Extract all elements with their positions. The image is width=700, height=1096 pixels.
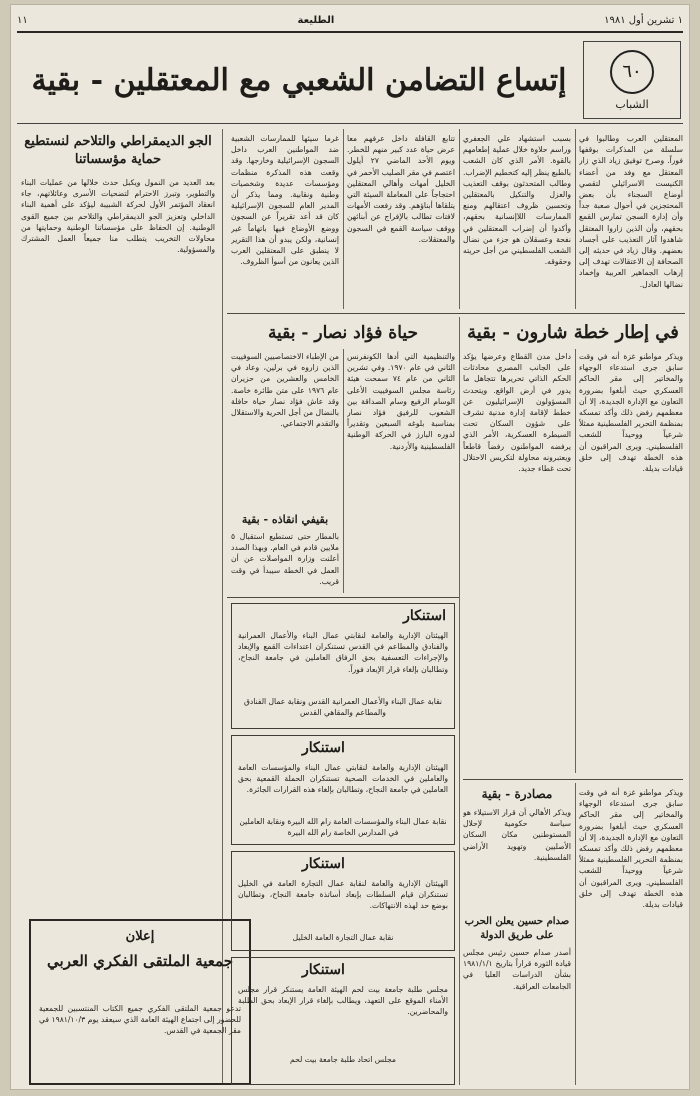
main-headline: إتساع التضامن الشعبي مع المعتقلين - بقية (31, 63, 567, 98)
condemnation-box-2 (231, 735, 455, 845)
ad-organization: جمعية الملتقى الفكري العربي (47, 952, 233, 970)
rescue-sub-title: بقيفي انقاذه - بقية (241, 513, 329, 526)
saddam-story-text: أصدر صدام حسين رئيس مجلس قيادة الثورة قراراً بتاريخ ١٩٨١/١/١ بشأن الدراسات العليا في الجامعات العراقية. (463, 948, 571, 991)
condemnation-title: استنكار (302, 856, 345, 872)
main-story-col-4: غرما سيئها للممارسات الشعبية ضد المواطنين العرب داخل السجون الإسرائيلية وخارجها. وقد وقعت هذه المذكرة منظمات ومؤسسات عديدة وشخصيات وطنية ونقابية. ومما يذكر أن المدير العام للسجون الإسرائيلية كان قد أعد تقريراً عن السجون ووضع الأوضاع فيها باتهاماً غير إنسانية، ولكن يبدو أن هذا التقرير لا ينطبق على المعتقلين العرب الذين يعانون من أسوأ الظروف. (231, 134, 339, 267)
column-rule (575, 129, 576, 309)
main-story-col-2: بسبب استشهاد علي الجعفري وراسم حلاوة خلال عملية إطعامهم بالقوة. الأمر الذي كان الشعب بالطبع ينظر إليه كتحطيم الإضراب. وطالب المتحدثون بوقف التعذيب والعزل والتنكيل بالمعتقلين وتحسين ظروف اعتقالهم ومنع الممارسات اللاإنسانية بحقهم، وأكدوا أن إضراب المعتقلين في نفحة وعسقلان هو جزء من نضال الشعب الفلسطيني من أجل حريته وحقوقه. (463, 134, 571, 267)
column-rule (459, 317, 460, 1085)
condemnation-signature: نقابة عمال التجارة العامة الخليل (292, 933, 394, 942)
condemnation-text: الهيئتان الإدارية والعامة لنقابتي عمال البناء والمؤسسات العامة والعاملين في الخدمات الصحية تستنكران الحملة القمعية بحق العاملين في جامعة النجاح، وتطالبان بإلغاء هذه القرارات الجائرة. (238, 763, 448, 795)
sharon-story-col-1: داخل مدن القطاع وعرضها يؤكد على الجانب المصري محادثات الحكم الذاتي تحريرها تتجاهل ما يدور في أرض الواقع. ويتحدث المسؤولون الإسرائيليون عن خطط لإقامة إدارة مدنية تشرف على شؤون السكان تحت السيطرة العسكرية، الأمر الذي يرفضه المواطنون رفضاً قاطعاً ويعتبرونه محاولة لتكريس الاحتلال تحت غطاء جديد. (463, 352, 571, 474)
condemnation-text: الهيئتان الإدارية والعامة لنقابتي عمال البناء والأعمال العمرانية والفنادق والمطاعم في القدس تستنكران اعتداءات القمع والإبعاد والإجراءات التعسفية بحق الرفاق العاملين في جامعة النجاح، وتطالبان بإلغاء قرار الإبعاد فوراً. (238, 631, 448, 674)
left-column-text: بعد العديد من النمول ويكبل حدث خلالها من عمليات البناء والتطوير، وتبرز الاحترام لتضحيات الأسرى وعائلاتهم، جاء انعقاد المؤتمر الأول لحركة الشبيبة ليؤكد على أهمية البناء الداخلي وتعزيز الجو الديمقراطي والتلاحم بين جميع القوى الوطنية. إن الحفاظ على مؤسساتنا الوطنية وحمايتها من محاولات التخريب يتطلب منا جميعاً العمل المشترك والمسؤولية. (21, 178, 215, 255)
column-rule (459, 129, 460, 309)
header-page-number: ١١ (17, 14, 28, 26)
newspaper-page (10, 4, 690, 1090)
condemnation-signature: نقابة عمال البناء والأعمال العمرانية القدس ونقابة عمال الفنادق والمطاعم والمقاهي القدس (243, 697, 443, 718)
section-rule (463, 779, 683, 780)
main-story-col-1: المعتقلين العرب وطالبوا في سلسلة من المذكرات بوقفها فوراً. وصرح توفيق زياد الذي زار المعتقل مع وفد من أعضاء الكنيست الاسرائيلي لتقصي أوضاع السجناء بأن بعض المحتجزين في أحوال صعبة جداً وأن إدارة السجن تمارس القمع بحقهم، وأن الذين زاروا المعتقل شاهدوا آثار التعذيب على أجساد بعضهم. وقال زياد في حديثه إلى الصحافة إن الاعتقالات تهدف إلى إرهاب الجماهير العربية وإخماد نضالها العادل. (579, 134, 683, 289)
column-rule (343, 349, 344, 593)
condemnation-title: استنكار (403, 608, 446, 624)
sharon-story-continued: ويذكر مواطنو غزة أنه في وقت سابق جرى استدعاء الوجهاء والمخاتير إلى مقر الحاكم العسكري حيث أبلغوا بضرورة التعاون مع الإدارة الجديدة، إلا أن معظمهم رفض ذلك وأكد تمسكه بمنظمة التحرير الفلسطينية ممثلاً شرعياً ووحيداً للشعب الفلسطيني. ويرى المراقبون أن هذه الخطة تهدف إلى خلق قيادات بديلة. (579, 788, 683, 910)
header-section: الطليعة (297, 14, 335, 26)
fouad-story-col-1: والتنظيمية التي أدها الكونفرنس الثاني في عام ١٩٧٠. وفي تشرين الثاني من عام ٧٤ سمحت هيئة رئاسة مجلس السوفييت الأعلى الوسام الرفيع وسام الصداقة بين الشعوب للرفيق فؤاد نصار بمناسبة بلوغه السبعين وتقديراً لدوره البارز في الحركة الوطنية الفلسطينية والأردنية. (347, 352, 455, 451)
condemnation-text: الهيئتان الإدارية والعامة لنقابة عمال التجارة العامة في الخليل تستنكران قيام السلطات بإبعاد أساتذة جامعة النجاح، وتطالبان بوضع حد لهذه الانتهاكات. (238, 879, 448, 911)
condemnation-box-3 (231, 851, 455, 951)
section-rule (227, 313, 685, 314)
rescue-sub-text: بالمطار حتى تستطيع استقبال ٥ ملايين قادم في العام. وبهذا الصدد أعلنت وزارة المواصلات عن أن العمل في الخطة سيبدأ في وقت قريب. (231, 532, 339, 586)
fouad-story-title: حياة فؤاد نصار - بقية (267, 323, 419, 343)
fouad-story-col-2: من الإطباء الاختصاصيين السوفييت الذين زاروه في برلين، وعاد في الخامس والعشرين من حزيران عام ١٩٧٦ على متن طائرة خاصة. وقد عاش فؤاد نصار حياة حافلة بالنضال من أجل الحرية والاستقلال والتقدم الاجتماعي. (231, 352, 339, 429)
header-date: ١ تشرين أول ١٩٨١ (604, 14, 683, 26)
condemnation-box-1 (231, 603, 455, 729)
condemnation-title: استنكار (302, 962, 345, 978)
condemnation-text: مجلس طلبة جامعة بيت لحم الهيئة العامة يستنكر قرار مجلس الأمناء الموقع على التعهد، ويطالب بإلغاء قرار الإبعاد بحق الطلبة والمحاضرين. (238, 985, 448, 1017)
condemnation-signature: نقابة عمال البناء والمؤسسات العامة رام الله البيرة ونقابة العاملين في المدارس الخاصة رام الله البيرة (239, 817, 447, 838)
column-rule (575, 349, 576, 773)
ad-title: إعلان (125, 929, 155, 944)
main-story-col-3: تتابع القافلة داخل عرفهم معا عرض حياة عدد كبير منهم للخطر. ويوم الأحد الماضي ٢٧ أيلول اعتصم في مقر الصليب الأحمر في الخليل أمهات وأهالي المعتقلين احتجاجاً على المعاملة السيئة التي يتلقاها أبناؤهم. وقد رفعت الأمهات لافتات تطالب بالإفراج عن أبنائهن ووقف سياسة القمع في السجون والمعتقلات. (347, 134, 455, 244)
section-logo-label: الشباب (615, 97, 649, 111)
page-header (17, 9, 683, 33)
section-rule (227, 597, 459, 598)
condemnation-box-4 (231, 957, 455, 1085)
condemnation-title: استنكار (302, 740, 345, 756)
sharon-story-title: في إطار خطة شارون - بقية (467, 322, 679, 343)
column-rule (343, 129, 344, 309)
saddam-story-title: صدام حسين يعلن الحرب على طريق الدولة (464, 916, 570, 941)
ad-text: تدعو جمعية الملتقى الفكري جميع الكتاب المنتسبين للجمعية للحضور إلى اجتماع الهيئة العامة الذي سيعقد يوم ١٩٨١/١٠/٣ في مقر الجمعية في القدس. (39, 1004, 241, 1036)
column-rule (575, 783, 576, 1085)
confiscation-text: ويذكر الأهالي أن قرار الاستيلاء هو سياسة حكومية لإحلال المستوطنين مكان السكان الأصليين وتهويد الأراضي الفلسطينية. (463, 808, 571, 862)
youth-section-logo (583, 41, 681, 119)
section-logo-mark: ٦٠ (610, 50, 654, 94)
masthead (17, 35, 683, 124)
left-column-title: الجو الديمقراطي والتلاحم لنستطيع حماية مؤسساتنا (24, 134, 212, 167)
condemnation-signature: مجلس اتحاد طلبة جامعة بيت لحم (290, 1055, 396, 1064)
sharon-story-col-2: ويذكر مواطنو غزة أنه في وقت سابق جرى استدعاء الوجهاء والمخاتير إلى مقر الحاكم العسكري حيث أبلغوا بضرورة التعاون مع الإدارة الجديدة، إلا أن معظمهم رفض ذلك وأكد تمسكه بمنظمة التحرير الفلسطينية ممثلاً شرعياً ووحيداً للشعب الفلسطيني. ويرى المراقبون أن هذه الخطة تهدف إلى خلق قيادات بديلة. (579, 352, 683, 474)
confiscation-title: مصادرة - بقية (481, 787, 553, 801)
advertisement-box (29, 919, 251, 1085)
